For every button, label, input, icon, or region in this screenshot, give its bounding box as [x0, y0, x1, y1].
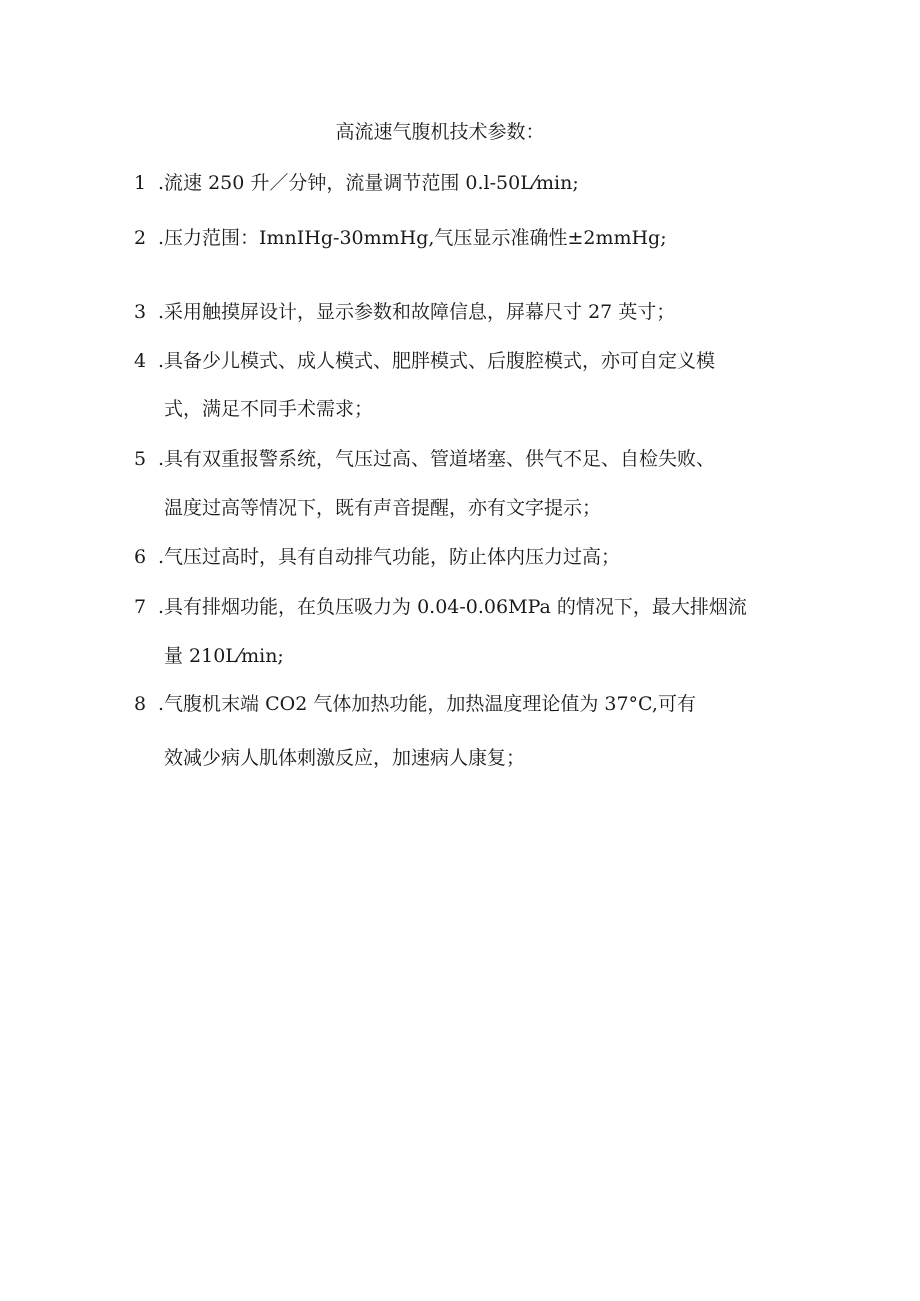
item-text: .采用触摸屏设计，显示参数和故障信息，屏幕尺寸 27 英寸；: [158, 301, 676, 323]
item-text-continuation: 式，满足不同手术需求；: [164, 398, 374, 420]
item-text-continuation: 量 210L⁄min;: [164, 645, 284, 667]
item-number: 1: [134, 172, 147, 194]
item-text: .具备少儿模式、成人模式、肥胖模式、后腹腔模式，亦可自定义模: [158, 350, 716, 372]
item-text: .气压过高时，具有自动排气功能，防止体内压力过高；: [158, 546, 621, 568]
item-number: 3: [134, 301, 147, 323]
item-text: .流速 250 升／分钟，流量调节范围 0.l-50L⁄min;: [158, 172, 579, 194]
item-text: .压力范围：ImnIHg-30mmHg,气压显示准确性±2mmHg;: [158, 227, 667, 249]
item-number: 8: [134, 693, 147, 715]
item-text: .具有双重报警系统，气压过高、管道堵塞、供气不足、自检失败、: [158, 448, 716, 470]
item-text: .气腹机末端 CO2 气体加热功能，加热温度理论值为 37°C,可有: [158, 693, 696, 715]
item-text: .具有排烟功能，在负压吸力为 0.04-0.06MPa 的情况下，最大排烟流: [158, 596, 747, 618]
item-number: 4: [134, 350, 147, 372]
item-number: 2: [134, 227, 147, 249]
item-number: 5: [134, 448, 147, 470]
item-text-continuation: 效减少病人肌体刺激反应，加速病人康复；: [164, 747, 526, 769]
item-number: 7: [134, 596, 147, 618]
item-number: 6: [134, 546, 147, 568]
document-title: 高流速气腹机技术参数：: [335, 121, 545, 143]
item-text-continuation: 温度过高等情况下，既有声音提醒，亦有文字提示；: [164, 497, 602, 519]
